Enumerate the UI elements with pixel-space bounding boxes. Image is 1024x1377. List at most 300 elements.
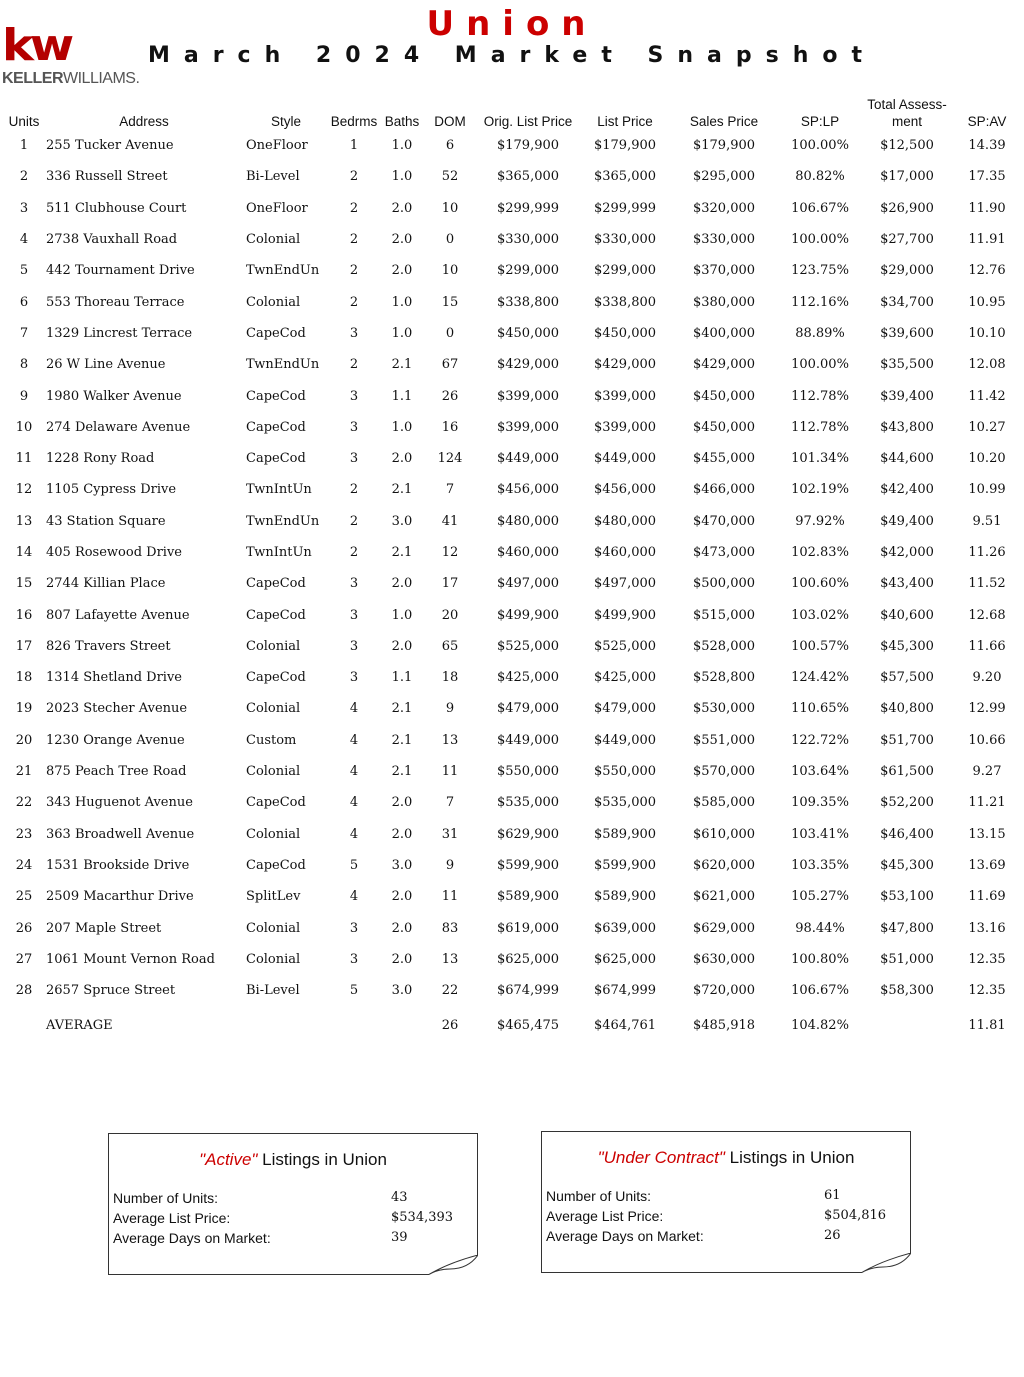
cell-style: CapeCod xyxy=(246,670,306,686)
cell-orig-list-price: $399,000 xyxy=(496,388,560,404)
cell-unit: 12 xyxy=(15,482,33,498)
cell-unit: 4 xyxy=(19,232,29,248)
average-sp-av: 11.81 xyxy=(968,1017,1006,1033)
cell-list-price: $499,900 xyxy=(593,607,657,623)
cell-list-price: $625,000 xyxy=(593,951,657,967)
cell-list-price: $525,000 xyxy=(593,638,657,654)
col-header-dom: DOM xyxy=(434,114,466,129)
cell-orig-list-price: $179,900 xyxy=(496,138,560,154)
cell-sales-price: $500,000 xyxy=(692,576,756,592)
cell-list-price: $456,000 xyxy=(593,482,657,498)
cell-baths: 1.0 xyxy=(391,169,413,185)
cell-total-assessment: $39,600 xyxy=(880,325,934,341)
cell-dom: 17 xyxy=(441,576,459,592)
cell-address: 442 Tournament Drive xyxy=(46,263,195,279)
cell-list-price: $399,000 xyxy=(593,388,657,404)
active-title-emphasis: "Active" xyxy=(199,1150,258,1169)
cell-address: 336 Russell Street xyxy=(46,169,168,185)
cell-address: 1314 Shetland Drive xyxy=(46,670,182,686)
cell-total-assessment: $45,300 xyxy=(880,857,934,873)
cell-address: 553 Thoreau Terrace xyxy=(46,294,185,310)
cell-total-assessment: $35,500 xyxy=(880,357,934,373)
cell-sp-av: 10.99 xyxy=(968,482,1006,498)
cell-bedrooms: 3 xyxy=(349,607,359,623)
cell-unit: 27 xyxy=(15,951,33,967)
cell-address: 2738 Vauxhall Road xyxy=(46,232,178,248)
cell-address: 1105 Cypress Drive xyxy=(46,482,177,498)
cell-dom: 10 xyxy=(441,200,459,216)
cell-style: TwnEndUn xyxy=(246,357,320,373)
under-contract-avg-price-value: $504,816 xyxy=(824,1208,887,1223)
cell-sp-lp: 105.27% xyxy=(791,889,849,905)
cell-style: Colonial xyxy=(246,951,301,967)
average-sales: $485,918 xyxy=(692,1017,756,1033)
under-contract-units-value: 61 xyxy=(824,1188,841,1203)
cell-dom: 15 xyxy=(441,294,459,310)
active-units-row xyxy=(109,1188,477,1208)
cell-style: Bi-Level xyxy=(246,169,300,185)
cell-total-assessment: $39,400 xyxy=(880,388,934,404)
cell-baths: 1.1 xyxy=(391,388,413,404)
col-header-sp-av: SP:AV xyxy=(967,114,1007,129)
cell-sp-lp: 100.00% xyxy=(791,357,849,373)
cell-dom: 9 xyxy=(445,857,455,873)
cell-style: CapeCod xyxy=(246,419,306,435)
table-row xyxy=(4,912,1022,943)
cell-list-price: $179,900 xyxy=(593,138,657,154)
cell-sp-lp: 112.78% xyxy=(791,388,849,404)
cell-baths: 2.0 xyxy=(391,951,413,967)
cell-sales-price: $570,000 xyxy=(692,764,756,780)
cell-baths: 3.0 xyxy=(391,513,413,529)
cell-address: 1228 Rony Road xyxy=(46,451,155,467)
cell-total-assessment: $44,600 xyxy=(880,451,934,467)
cell-bedrooms: 5 xyxy=(349,857,359,873)
cell-unit: 25 xyxy=(15,889,33,905)
cell-bedrooms: 4 xyxy=(349,701,359,717)
active-avg-dom-label: Average Days on Market: xyxy=(113,1230,271,1246)
cell-sp-av: 11.52 xyxy=(968,576,1006,592)
cell-sp-av: 11.69 xyxy=(968,889,1006,905)
table-header-row xyxy=(4,92,1022,130)
cell-bedrooms: 2 xyxy=(349,169,359,185)
cell-unit: 5 xyxy=(19,263,29,279)
cell-dom: 13 xyxy=(441,732,459,748)
cell-address: 2023 Stecher Avenue xyxy=(46,701,188,717)
cell-sales-price: $720,000 xyxy=(692,983,756,999)
col-header-list-price: List Price xyxy=(597,114,653,129)
cell-sales-price: $629,000 xyxy=(692,920,756,936)
table-row xyxy=(4,161,1022,192)
cell-style: OneFloor xyxy=(246,138,308,154)
cell-baths: 2.0 xyxy=(391,826,413,842)
cell-sp-lp: 100.00% xyxy=(791,232,849,248)
average-empty-cell xyxy=(4,1006,44,1044)
cell-address: 26 W Line Avenue xyxy=(46,357,166,373)
cell-sp-lp: 97.92% xyxy=(795,513,845,529)
logo-wordmark-bold: KELLER xyxy=(2,70,63,87)
cell-dom: 26 xyxy=(441,388,459,404)
cell-baths: 1.0 xyxy=(391,138,413,154)
cell-unit: 9 xyxy=(19,388,29,404)
cell-baths: 2.0 xyxy=(391,576,413,592)
cell-sp-lp: 98.44% xyxy=(795,920,845,936)
cell-orig-list-price: $450,000 xyxy=(496,325,560,341)
cell-list-price: $480,000 xyxy=(593,513,657,529)
cell-address: 343 Huguenot Avenue xyxy=(46,795,193,811)
cell-dom: 0 xyxy=(445,325,455,341)
cell-orig-list-price: $550,000 xyxy=(496,764,560,780)
cell-sales-price: $630,000 xyxy=(692,951,756,967)
cell-style: Colonial xyxy=(246,232,301,248)
cell-bedrooms: 3 xyxy=(349,670,359,686)
cell-sp-av: 12.08 xyxy=(968,357,1006,373)
cell-bedrooms: 3 xyxy=(349,920,359,936)
active-listings-title xyxy=(109,1150,477,1170)
cell-sp-av: 10.95 xyxy=(968,294,1006,310)
cell-total-assessment: $51,000 xyxy=(880,951,934,967)
table-row xyxy=(4,568,1022,599)
average-empty-cell xyxy=(328,1006,380,1044)
kw-logo-mark: kw xyxy=(2,20,71,71)
cell-sp-av: 11.21 xyxy=(968,795,1006,811)
table-row xyxy=(4,850,1022,881)
cell-sp-av: 12.99 xyxy=(968,701,1006,717)
active-units-value: 43 xyxy=(391,1190,408,1205)
under-contract-units-row xyxy=(542,1186,910,1206)
cell-baths: 2.1 xyxy=(391,732,413,748)
cell-dom: 83 xyxy=(441,920,459,936)
cell-bedrooms: 4 xyxy=(349,826,359,842)
cell-total-assessment: $26,900 xyxy=(880,200,934,216)
table-row xyxy=(4,537,1022,568)
under-contract-avg-price-label: Average List Price: xyxy=(546,1208,664,1224)
cell-list-price: $429,000 xyxy=(593,357,657,373)
active-listings-box xyxy=(108,1133,478,1275)
cell-unit: 11 xyxy=(15,451,33,467)
cell-sp-lp: 106.67% xyxy=(791,983,849,999)
cell-total-assessment: $12,500 xyxy=(880,138,934,154)
cell-bedrooms: 2 xyxy=(349,294,359,310)
active-avg-price-value: $534,393 xyxy=(391,1210,454,1225)
cell-sp-lp: 124.42% xyxy=(791,670,849,686)
cell-sp-av: 9.20 xyxy=(972,670,1002,686)
cell-baths: 2.1 xyxy=(391,545,413,560)
cell-style: Bi-Level xyxy=(246,983,300,999)
cell-list-price: $299,000 xyxy=(593,263,657,279)
cell-list-price: $599,900 xyxy=(593,857,657,873)
cell-sp-lp: 100.00% xyxy=(791,138,849,154)
cell-sales-price: $528,800 xyxy=(692,670,756,686)
cell-orig-list-price: $674,999 xyxy=(496,983,560,999)
cell-dom: 10 xyxy=(441,263,459,279)
cell-total-assessment: $43,800 xyxy=(880,419,934,435)
average-dom: 26 xyxy=(441,1017,459,1033)
table-row xyxy=(4,631,1022,662)
cell-total-assessment: $46,400 xyxy=(880,826,934,842)
cell-address: 43 Station Square xyxy=(46,513,166,529)
table-row xyxy=(4,349,1022,380)
table-row xyxy=(4,224,1022,255)
cell-sales-price: $551,000 xyxy=(692,732,756,748)
table-row xyxy=(4,506,1022,537)
cell-baths: 2.1 xyxy=(391,482,413,498)
cell-bedrooms: 4 xyxy=(349,889,359,905)
cell-sp-av: 9.27 xyxy=(972,764,1002,780)
table-row xyxy=(4,756,1022,787)
cell-dom: 11 xyxy=(441,764,459,780)
table-row xyxy=(4,130,1022,161)
cell-sp-av: 13.15 xyxy=(968,826,1006,842)
table-row xyxy=(4,944,1022,975)
cell-unit: 3 xyxy=(19,200,29,216)
cell-unit: 21 xyxy=(15,764,33,780)
cell-sp-av: 11.26 xyxy=(968,545,1006,560)
table-row xyxy=(4,474,1022,505)
cell-list-price: $639,000 xyxy=(593,920,657,936)
cell-dom: 22 xyxy=(441,983,459,999)
cell-sp-lp: 112.16% xyxy=(791,294,849,310)
cell-sales-price: $466,000 xyxy=(692,482,756,498)
cell-dom: 7 xyxy=(445,482,455,498)
cell-sp-lp: 103.35% xyxy=(791,857,849,873)
cell-dom: 52 xyxy=(441,169,459,185)
cell-unit: 6 xyxy=(19,294,29,310)
cell-list-price: $535,000 xyxy=(593,795,657,811)
active-avg-dom-row xyxy=(109,1228,477,1248)
cell-baths: 2.1 xyxy=(391,701,413,717)
cell-total-assessment: $40,600 xyxy=(880,607,934,623)
table-row xyxy=(4,819,1022,850)
cell-list-price: $449,000 xyxy=(593,451,657,467)
cell-sales-price: $179,900 xyxy=(692,138,756,154)
cell-orig-list-price: $479,000 xyxy=(496,701,560,717)
cell-unit: 23 xyxy=(15,826,33,842)
average-orig-list: $465,475 xyxy=(496,1017,560,1033)
cell-style: Colonial xyxy=(246,920,301,936)
cell-bedrooms: 2 xyxy=(349,200,359,216)
average-list: $464,761 xyxy=(593,1017,657,1033)
cell-bedrooms: 3 xyxy=(349,325,359,341)
cell-bedrooms: 3 xyxy=(349,388,359,404)
under-contract-units-label: Number of Units: xyxy=(546,1188,652,1204)
page-curl-icon xyxy=(861,1253,911,1273)
cell-sales-price: $473,000 xyxy=(692,545,756,560)
cell-sales-price: $370,000 xyxy=(692,263,756,279)
col-header-style: Style xyxy=(270,114,301,129)
col-header-total-assessment: Total Assess-ment xyxy=(867,97,947,129)
cell-sp-av: 9.51 xyxy=(972,513,1002,529)
cell-address: 363 Broadwell Avenue xyxy=(46,826,195,842)
cell-total-assessment: $57,500 xyxy=(880,670,934,686)
cell-address: 807 Lafayette Avenue xyxy=(46,607,190,623)
cell-sp-lp: 103.41% xyxy=(791,826,849,842)
col-header-orig-list-price: Orig. List Price xyxy=(483,114,573,129)
under-contract-title-emphasis: "Under Contract" xyxy=(597,1148,725,1167)
cell-sales-price: $429,000 xyxy=(692,357,756,373)
cell-list-price: $589,900 xyxy=(593,826,657,842)
cell-unit: 10 xyxy=(15,419,33,435)
cell-sales-price: $455,000 xyxy=(692,451,756,467)
cell-sp-av: 10.10 xyxy=(968,325,1006,341)
cell-unit: 28 xyxy=(15,983,33,999)
cell-style: CapeCod xyxy=(246,607,306,623)
cell-sp-lp: 112.78% xyxy=(791,419,849,435)
cell-dom: 41 xyxy=(441,513,459,529)
cell-list-price: $550,000 xyxy=(593,764,657,780)
cell-sp-lp: 122.72% xyxy=(791,732,849,748)
cell-orig-list-price: $619,000 xyxy=(496,920,560,936)
cell-sp-av: 11.90 xyxy=(968,200,1006,216)
col-header-baths: Baths xyxy=(384,114,420,129)
cell-unit: 7 xyxy=(19,325,29,341)
cell-style: CapeCod xyxy=(246,857,306,873)
cell-dom: 12 xyxy=(441,545,459,560)
cell-address: 826 Travers Street xyxy=(46,638,171,654)
cell-total-assessment: $52,200 xyxy=(880,795,934,811)
average-empty-cell xyxy=(244,1006,328,1044)
cell-bedrooms: 3 xyxy=(349,419,359,435)
cell-orig-list-price: $456,000 xyxy=(496,482,560,498)
cell-sp-lp: 106.67% xyxy=(791,200,849,216)
cell-sp-lp: 80.82% xyxy=(795,169,845,185)
cell-total-assessment: $61,500 xyxy=(880,764,934,780)
cell-sp-lp: 103.02% xyxy=(791,607,849,623)
cell-sales-price: $380,000 xyxy=(692,294,756,310)
cell-sp-av: 11.42 xyxy=(968,388,1006,404)
cell-orig-list-price: $399,000 xyxy=(496,419,560,435)
col-header-address: Address xyxy=(119,114,169,129)
cell-style: SplitLev xyxy=(246,889,301,905)
cell-style: Colonial xyxy=(246,701,301,717)
cell-dom: 7 xyxy=(445,795,455,811)
cell-sp-lp: 88.89% xyxy=(795,325,845,341)
cell-total-assessment: $43,400 xyxy=(880,576,934,592)
cell-bedrooms: 3 xyxy=(349,638,359,654)
cell-baths: 2.1 xyxy=(391,764,413,780)
cell-address: 2509 Macarthur Drive xyxy=(46,889,194,905)
cell-baths: 2.0 xyxy=(391,232,413,248)
cell-total-assessment: $27,700 xyxy=(880,232,934,248)
cell-list-price: $450,000 xyxy=(593,325,657,341)
logo-wordmark-rest: WILLIAMS. xyxy=(63,70,140,87)
cell-orig-list-price: $299,000 xyxy=(496,263,560,279)
cell-address: 255 Tucker Avenue xyxy=(46,138,174,154)
cell-sales-price: $530,000 xyxy=(692,701,756,717)
average-row xyxy=(4,1006,1022,1044)
cell-unit: 26 xyxy=(15,920,33,936)
cell-orig-list-price: $299,999 xyxy=(496,200,560,216)
cell-list-price: $425,000 xyxy=(593,670,657,686)
cell-baths: 1.0 xyxy=(391,419,413,435)
cell-address: 1531 Brookside Drive xyxy=(46,857,190,873)
cell-sp-av: 17.35 xyxy=(968,169,1006,185)
cell-total-assessment: $47,800 xyxy=(880,920,934,936)
cell-unit: 1 xyxy=(19,138,29,154)
table-row xyxy=(4,725,1022,756)
cell-unit: 15 xyxy=(15,576,33,592)
cell-bedrooms: 4 xyxy=(349,795,359,811)
cell-address: 207 Maple Street xyxy=(46,920,162,936)
cell-orig-list-price: $365,000 xyxy=(496,169,560,185)
cell-total-assessment: $40,800 xyxy=(880,701,934,717)
cell-style: TwnEndUn xyxy=(246,513,320,529)
cell-sales-price: $515,000 xyxy=(692,607,756,623)
cell-baths: 1.0 xyxy=(391,607,413,623)
cell-address: 1980 Walker Avenue xyxy=(46,388,182,404)
cell-orig-list-price: $425,000 xyxy=(496,670,560,686)
cell-dom: 124 xyxy=(437,451,463,467)
table-row xyxy=(4,662,1022,693)
cell-total-assessment: $51,700 xyxy=(880,732,934,748)
cell-unit: 20 xyxy=(15,732,33,748)
cell-dom: 18 xyxy=(441,670,459,686)
cell-style: CapeCod xyxy=(246,325,306,341)
cell-sp-av: 10.66 xyxy=(968,732,1006,748)
city-title: Union xyxy=(426,4,598,44)
cell-baths: 1.0 xyxy=(391,294,413,310)
cell-sp-lp: 103.64% xyxy=(791,764,849,780)
table-row xyxy=(4,443,1022,474)
average-sp-lp: 104.82% xyxy=(791,1017,849,1033)
cell-sales-price: $528,000 xyxy=(692,638,756,654)
cell-sales-price: $621,000 xyxy=(692,889,756,905)
cell-style: OneFloor xyxy=(246,200,308,216)
cell-address: 1230 Orange Avenue xyxy=(46,732,185,748)
table-row xyxy=(4,787,1022,818)
cell-baths: 2.0 xyxy=(391,920,413,936)
under-contract-avg-dom-row xyxy=(542,1226,910,1246)
cell-baths: 1.1 xyxy=(391,670,413,686)
logo-wordmark xyxy=(2,70,152,88)
cell-sp-lp: 102.19% xyxy=(791,482,849,498)
cell-sales-price: $610,000 xyxy=(692,826,756,842)
cell-unit: 19 xyxy=(15,701,33,717)
cell-dom: 20 xyxy=(441,607,459,623)
cell-sales-price: $470,000 xyxy=(692,513,756,529)
cell-sp-av: 10.20 xyxy=(968,451,1006,467)
cell-sp-av: 10.27 xyxy=(968,419,1006,435)
cell-bedrooms: 2 xyxy=(349,545,359,560)
under-contract-avg-dom-value: 26 xyxy=(824,1228,841,1243)
cell-sp-lp: 109.35% xyxy=(791,795,849,811)
cell-bedrooms: 5 xyxy=(349,983,359,999)
cell-style: Custom xyxy=(246,732,297,748)
cell-orig-list-price: $589,900 xyxy=(496,889,560,905)
table-row xyxy=(4,255,1022,286)
table-row xyxy=(4,693,1022,724)
cell-list-price: $338,800 xyxy=(593,294,657,310)
col-header-sp-lp: SP:LP xyxy=(800,114,840,129)
cell-orig-list-price: $460,000 xyxy=(496,545,560,560)
cell-address: 875 Peach Tree Road xyxy=(46,764,187,780)
sales-table xyxy=(4,92,1022,1044)
under-contract-title-rest: Listings in Union xyxy=(724,1148,855,1167)
cell-orig-list-price: $338,800 xyxy=(496,294,560,310)
cell-baths: 2.0 xyxy=(391,200,413,216)
col-header-units: Units xyxy=(8,114,40,129)
cell-style: CapeCod xyxy=(246,576,306,592)
cell-style: CapeCod xyxy=(246,451,306,467)
cell-sp-av: 13.16 xyxy=(968,920,1006,936)
cell-style: CapeCod xyxy=(246,795,306,811)
table-row xyxy=(4,599,1022,630)
page-curl-icon xyxy=(428,1255,478,1275)
cell-dom: 6 xyxy=(445,138,455,154)
cell-baths: 2.1 xyxy=(391,357,413,373)
cell-sales-price: $295,000 xyxy=(692,169,756,185)
col-header-sales-price: Sales Price xyxy=(689,114,759,129)
